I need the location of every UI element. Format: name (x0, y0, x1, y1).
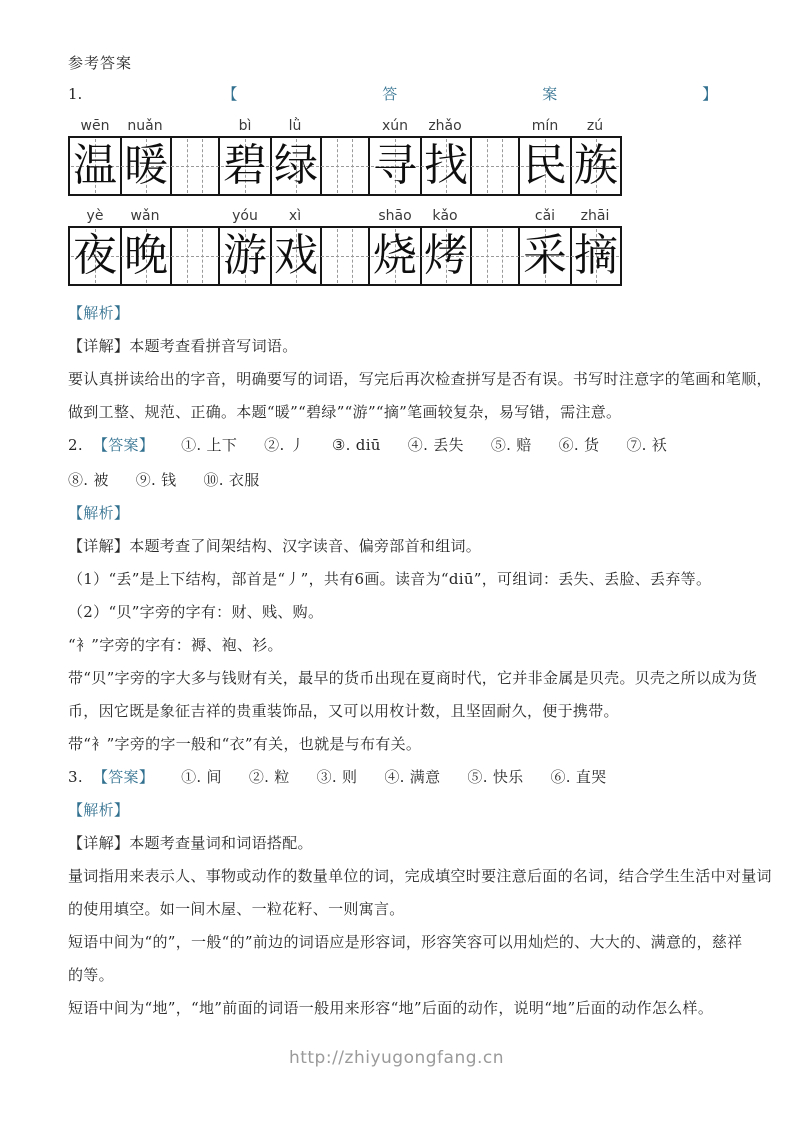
q3-detail-line: 量词指用来表示人、事物或动作的数量单位的词，完成填空时要注意后面的名词，结合学生生活中对量词 (68, 867, 772, 885)
grid-empty-cell (470, 228, 520, 284)
grid-empty-cell (320, 228, 370, 284)
pinyin-label: cǎi (534, 208, 556, 224)
grid-character: 摘 (574, 230, 618, 281)
answer-item: ⑤. 赔 (490, 436, 532, 454)
q2-detail-line: （2）“贝”字旁的字有：财、贱、购。 (68, 603, 324, 621)
grid-character: 采 (523, 230, 567, 281)
pinyin-label: yóu (232, 208, 258, 224)
q2-detail-line: 【详解】本题考查了间架结构、汉字读音、偏旁部首和组词。 (68, 537, 482, 555)
grid-character: 族 (574, 140, 618, 191)
grid-character: 民 (523, 140, 567, 191)
pinyin-label: zú (586, 118, 604, 134)
grid-character: 寻 (373, 140, 417, 191)
answer-item: ④. 满意 (384, 768, 441, 786)
pinyin-label: zhāi (580, 208, 610, 224)
grid-character: 碧 (223, 140, 267, 191)
pinyin-row (68, 117, 728, 135)
grid-character: 暖 (124, 140, 168, 191)
grid-character-cell (520, 138, 570, 194)
grid-empty-cell (170, 228, 220, 284)
q2-detail-line: 带“衤”字旁的字一般和“衣”有关，也就是与布有关。 (68, 735, 422, 753)
answer-item: ③. 则 (316, 768, 358, 786)
grid-character: 晚 (124, 230, 168, 281)
q3-detail-line: 的使用填空。如一间木屋、一粒花籽、一则寓言。 (68, 900, 405, 918)
q1-detail-line: 要认真拼读给出的字音，明确要写的词语，写完后再次检查拼写是否有误。书写时注意字的笔画和笔顺， (68, 370, 772, 388)
q1-answer-header (68, 78, 728, 111)
pinyin-spacer (170, 207, 220, 225)
pinyin-label: xì (288, 208, 302, 224)
q2-answer-label: 【答案】 (92, 436, 155, 454)
q1-writing-grid (68, 117, 728, 286)
q3-number: 3. (68, 768, 83, 786)
q3-answer-label: 【答案】 (92, 768, 155, 786)
answer-item: ②. 丿 (264, 436, 305, 454)
answer-item: ⑧. 被 (68, 471, 109, 489)
grid-character-cell (520, 228, 570, 284)
character-row (68, 226, 622, 286)
pinyin-spacer (470, 207, 520, 225)
answer-item: ②. 粒 (248, 768, 290, 786)
q1-answer-label (222, 78, 717, 111)
pinyin-spacer (470, 117, 520, 135)
q1-analysis-label: 【解析】 (68, 304, 130, 322)
q3-detail-line: 【详解】本题考查量词和词语搭配。 (68, 834, 313, 852)
grid-character-cell (270, 138, 320, 194)
pinyin-label: zhǎo (428, 118, 462, 134)
pinyin-label: kǎo (432, 208, 458, 224)
q3-detail-line: 短语中间为“的”，一般“的”前边的词语应是形容词，形容笑容可以用灿烂的、大大的、满意的，慈祥 (68, 933, 743, 951)
q1-number: 1. (68, 85, 83, 103)
answer-item: ③. diū (331, 436, 381, 454)
grid-empty-cell (470, 138, 520, 194)
grid-character-cell (370, 228, 420, 284)
grid-character: 烤 (424, 230, 468, 281)
grid-row (68, 117, 728, 196)
answer-char-1: 答 (382, 85, 398, 103)
pinyin-label: wēn (80, 118, 110, 134)
q3-detail-line: 的等。 (68, 966, 114, 984)
q1-detail-line: 【详解】本题考查看拼音写词语。 (68, 337, 298, 355)
pinyin-row (68, 207, 728, 225)
grid-character-cell (220, 228, 270, 284)
grid-character: 找 (424, 140, 468, 191)
grid-character: 烧 (373, 230, 417, 281)
grid-character-cell (120, 138, 170, 194)
q2-answer-row (68, 429, 728, 497)
pinyin-label: bì (238, 118, 252, 134)
pinyin-label: nuǎn (127, 118, 163, 134)
answer-item: ⑥. 货 (558, 436, 600, 454)
q2-answer-header (68, 429, 154, 462)
grid-character: 夜 (73, 230, 117, 281)
answer-char-2: 案 (542, 85, 558, 103)
grid-character: 绿 (274, 140, 318, 191)
page-title: 参考答案 (68, 54, 133, 72)
answer-item: ⑦. 袄 (626, 436, 668, 454)
pinyin-label: wǎn (130, 208, 160, 224)
q3-answer-header (68, 761, 154, 794)
q2-detail-line: 币，因它既是象征吉祥的贵重装饰品，又可以用枚计数，且坚固耐久，便于携带。 (68, 702, 619, 720)
q3-analysis-label: 【解析】 (68, 801, 130, 819)
answer-item: ⑩. 衣服 (203, 471, 260, 489)
grid-character: 戏 (274, 230, 318, 281)
pinyin-spacer (320, 207, 370, 225)
document-body (68, 48, 772, 1025)
answer-item: ①. 上下 (181, 436, 238, 454)
grid-character-cell (570, 228, 620, 284)
pinyin-spacer (320, 117, 370, 135)
answer-item: ⑥. 直哭 (550, 768, 607, 786)
grid-character-cell (70, 228, 120, 284)
grid-character-cell (420, 138, 470, 194)
q2-detail-line: （1）“丢”是上下结构，部首是“丿”，共有6画。读音为“diū”，可组词：丢失、丢脸、丢弃等。 (68, 570, 712, 588)
answer-item: ⑤. 快乐 (467, 768, 524, 786)
grid-character-cell (420, 228, 470, 284)
pinyin-spacer (170, 117, 220, 135)
answer-item: ①. 间 (181, 768, 222, 786)
q3-answer-row (68, 761, 728, 794)
grid-character-cell (570, 138, 620, 194)
pinyin-label: lǜ (288, 118, 302, 134)
q2-number: 2. (68, 436, 83, 454)
answer-item: ⑨. 钱 (135, 471, 177, 489)
grid-character-cell (270, 228, 320, 284)
grid-character-cell (220, 138, 270, 194)
answer-bracket-open: 【 (222, 85, 238, 103)
answer-item: ④. 丢失 (407, 436, 464, 454)
q2-analysis-label: 【解析】 (68, 504, 130, 522)
pinyin-label: mín (531, 118, 559, 134)
q2-detail-line: “衤”字旁的字有：褥、袍、衫。 (68, 636, 283, 654)
pinyin-label: shāo (378, 208, 412, 224)
grid-character-cell (120, 228, 170, 284)
grid-empty-cell (170, 138, 220, 194)
grid-row (68, 207, 728, 286)
q2-detail-line: 带“贝”字旁的字大多与钱财有关，最早的货币出现在夏商时代，它并非金属是贝壳。贝壳之所以成为货 (68, 669, 758, 687)
footer-url: http://zhiyugongfang.cn (288, 1048, 505, 1068)
grid-character: 游 (223, 230, 267, 281)
answer-bracket-close: 】 (702, 85, 718, 103)
character-row (68, 136, 622, 196)
grid-character-cell (370, 138, 420, 194)
grid-empty-cell (320, 138, 370, 194)
q3-detail-line: 短语中间为“地”，“地”前面的词语一般用来形容“地”后面的动作，说明“地”后面的动作怎么样。 (68, 999, 714, 1017)
pinyin-label: yè (86, 208, 104, 224)
q1-detail-line: 做到工整、规范、正确。本题“暖”“碧绿”“游”“摘”笔画较复杂，易写错，需注意。 (68, 403, 622, 421)
grid-character: 温 (73, 140, 117, 191)
pinyin-label: xún (381, 118, 409, 134)
grid-character-cell (70, 138, 120, 194)
